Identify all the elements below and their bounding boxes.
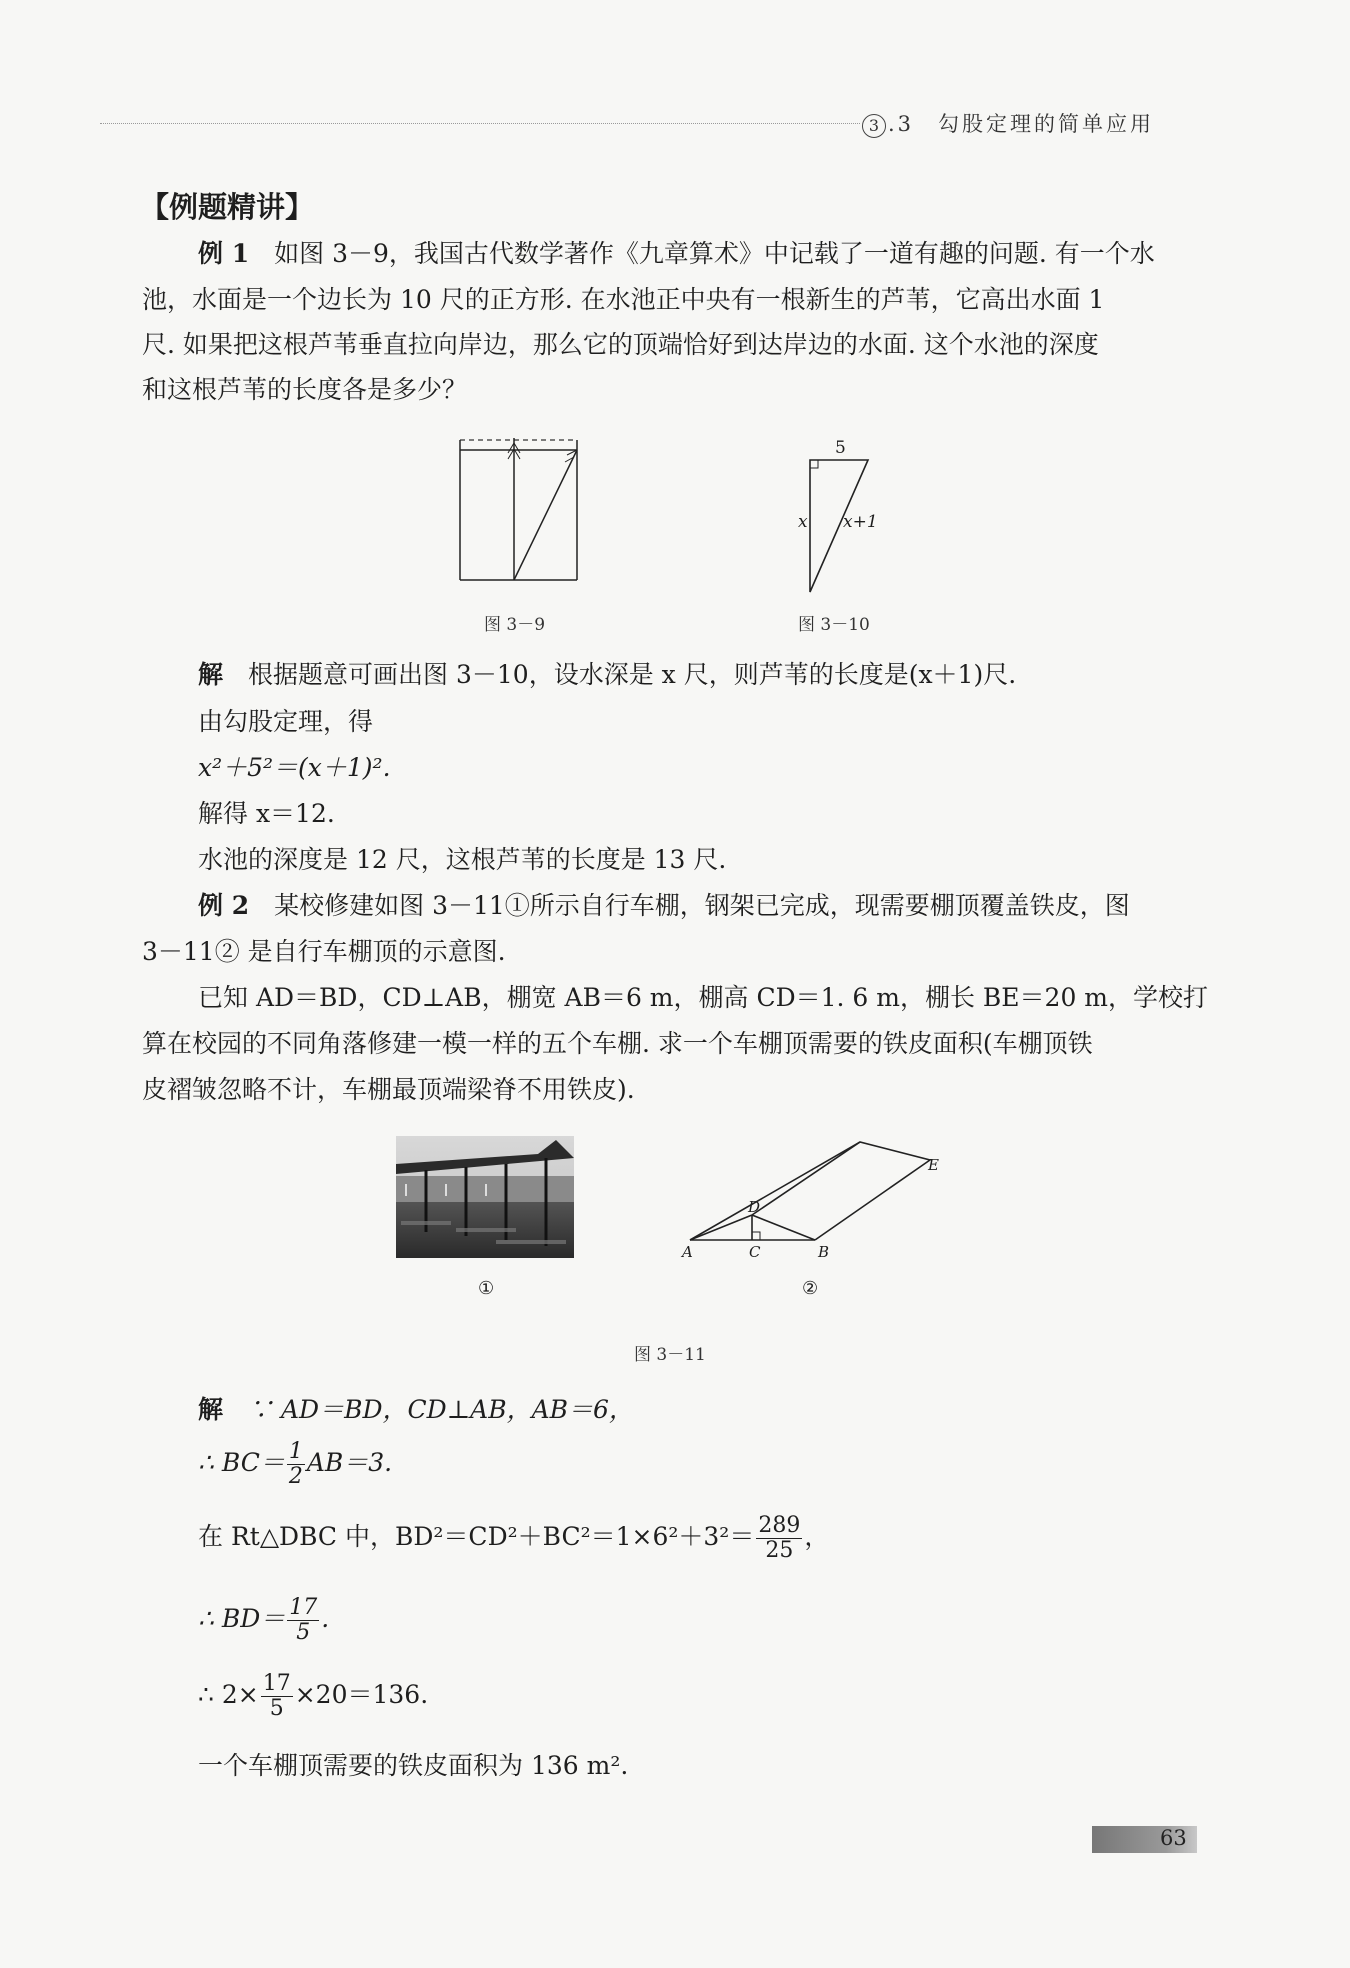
example2-line1 [198,886,1130,922]
frac-den: 2 [288,1464,303,1489]
solution1-text1: 根据题意可画出图 3－10，设水深是 x 尺，则芦苇的长度是(x＋1)尺. [248,660,1017,689]
section-number-badge: 3 [862,114,886,138]
frac-num: 1 [288,1439,303,1464]
figure-3-11-label-B: B [818,1243,830,1261]
figure-3-10-caption: 图 3－10 [798,615,870,635]
frac-den: 25 [765,1538,794,1563]
section-header-title: .3 勾股定理的简单应用 [888,112,1155,136]
solution2-label: 解 [198,1395,224,1424]
example1-line2: 池，水面是一个边长为 10 尺的正方形. 在水池正中央有一根新生的芦苇，它高出水面 1 [142,285,1105,314]
figure-3-11-label-E: E [928,1156,939,1174]
solution2-line3 [198,1514,829,1563]
solution2-l2-pre: ∴ BC＝ [198,1448,285,1477]
example2-line3: 已知 AD＝BD，CD⊥AB，棚宽 AB＝6 m，棚高 CD＝1. 6 m，棚长 BE＝20 m，学校打 [198,983,1209,1012]
fraction-1-2 [287,1440,305,1489]
solution2-l5-post: ×20＝136. [294,1680,429,1709]
solution1-line4: 解得 x＝12. [198,799,335,828]
solution2-line5 [198,1672,428,1721]
frac-num: 289 [758,1513,801,1538]
figure-3-11-sub2: ② [802,1278,819,1299]
example1-label: 例 1 [198,239,250,268]
figure-3-11-sub1: ① [478,1278,495,1299]
fraction-17-5-b [261,1672,293,1721]
figure-3-9 [455,435,585,585]
solution1-line1 [198,655,1016,691]
example1-line4: 和这根芦苇的长度各是多少？ [142,375,468,404]
example2-line5: 皮褶皱忽略不计，车棚最顶端梁脊不用铁皮). [142,1075,635,1104]
figure-3-11-label-D: D [748,1198,761,1216]
section-title: 【例题精讲】 [140,190,315,224]
header-rule [100,123,860,124]
figure-3-11-label-A: A [682,1243,693,1261]
solution2-l2-post: AB＝3. [306,1448,393,1477]
figure-3-10-label-x1: x+1 [843,512,878,532]
solution2-l4-pre: ∴ BD＝ [198,1604,286,1633]
solution2-line4 [198,1596,329,1645]
figure-3-10-label-5: 5 [835,438,846,458]
frac-den: 5 [269,1696,284,1721]
solution2-l4-post: . [321,1604,330,1633]
example1-line1 [198,234,1155,270]
solution2-l3-post: ， [804,1522,830,1551]
solution2-l3-pre: 在 Rt△DBC 中，BD²＝CD²＋BC²＝1×6²＋3²＝ [198,1522,755,1551]
running-header [862,108,1154,138]
fraction-289-25 [756,1514,802,1563]
frac-num: 17 [289,1595,318,1620]
solution1-line3: x²＋5²＝(x＋1)². [198,753,391,782]
example2-label: 例 2 [198,891,250,920]
solution2-line6: 一个车棚顶需要的铁皮面积为 136 m². [198,1751,629,1780]
solution2-l5-pre: ∴ 2× [198,1680,259,1709]
frac-den: 5 [296,1620,311,1645]
solution2-text1: ∵ AD＝BD，CD⊥AB，AB＝6， [248,1395,634,1424]
frac-num: 17 [262,1671,291,1696]
figure-3-9-caption: 图 3－9 [484,615,546,635]
fraction-17-5 [287,1596,319,1645]
solution1-label: 解 [198,660,224,689]
example2-line4: 算在校园的不同角落修建一模一样的五个车棚. 求一个车棚顶需要的铁皮面积(车棚顶铁 [142,1029,1093,1058]
example2-line2: 3－11② 是自行车棚顶的示意图. [142,937,506,966]
solution1-line2: 由勾股定理，得 [198,707,374,736]
bike-shed-photo [396,1136,574,1258]
solution2-line2 [198,1440,392,1489]
figure-3-11-diagram [680,1130,950,1270]
page-number: 63 [1160,1826,1187,1850]
example1-text1: 如图 3－9，我国古代数学著作《九章算术》中记载了一道有趣的问题. 有一个水 [274,239,1155,268]
example1-line3: 尺. 如果把这根芦苇垂直拉向岸边，那么它的顶端恰好到达岸边的水面. 这个水池的深度 [142,330,1099,359]
solution2-line1 [198,1390,634,1426]
example2-text1: 某校修建如图 3－11①所示自行车棚，钢架已完成，现需要棚顶覆盖铁皮，图 [274,891,1130,920]
figure-3-10-label-x: x [798,512,808,532]
figure-3-11-label-C: C [749,1243,761,1261]
figure-3-11-caption: 图 3－11 [634,1345,706,1365]
solution1-line5: 水池的深度是 12 尺，这根芦苇的长度是 13 尺. [198,845,727,874]
